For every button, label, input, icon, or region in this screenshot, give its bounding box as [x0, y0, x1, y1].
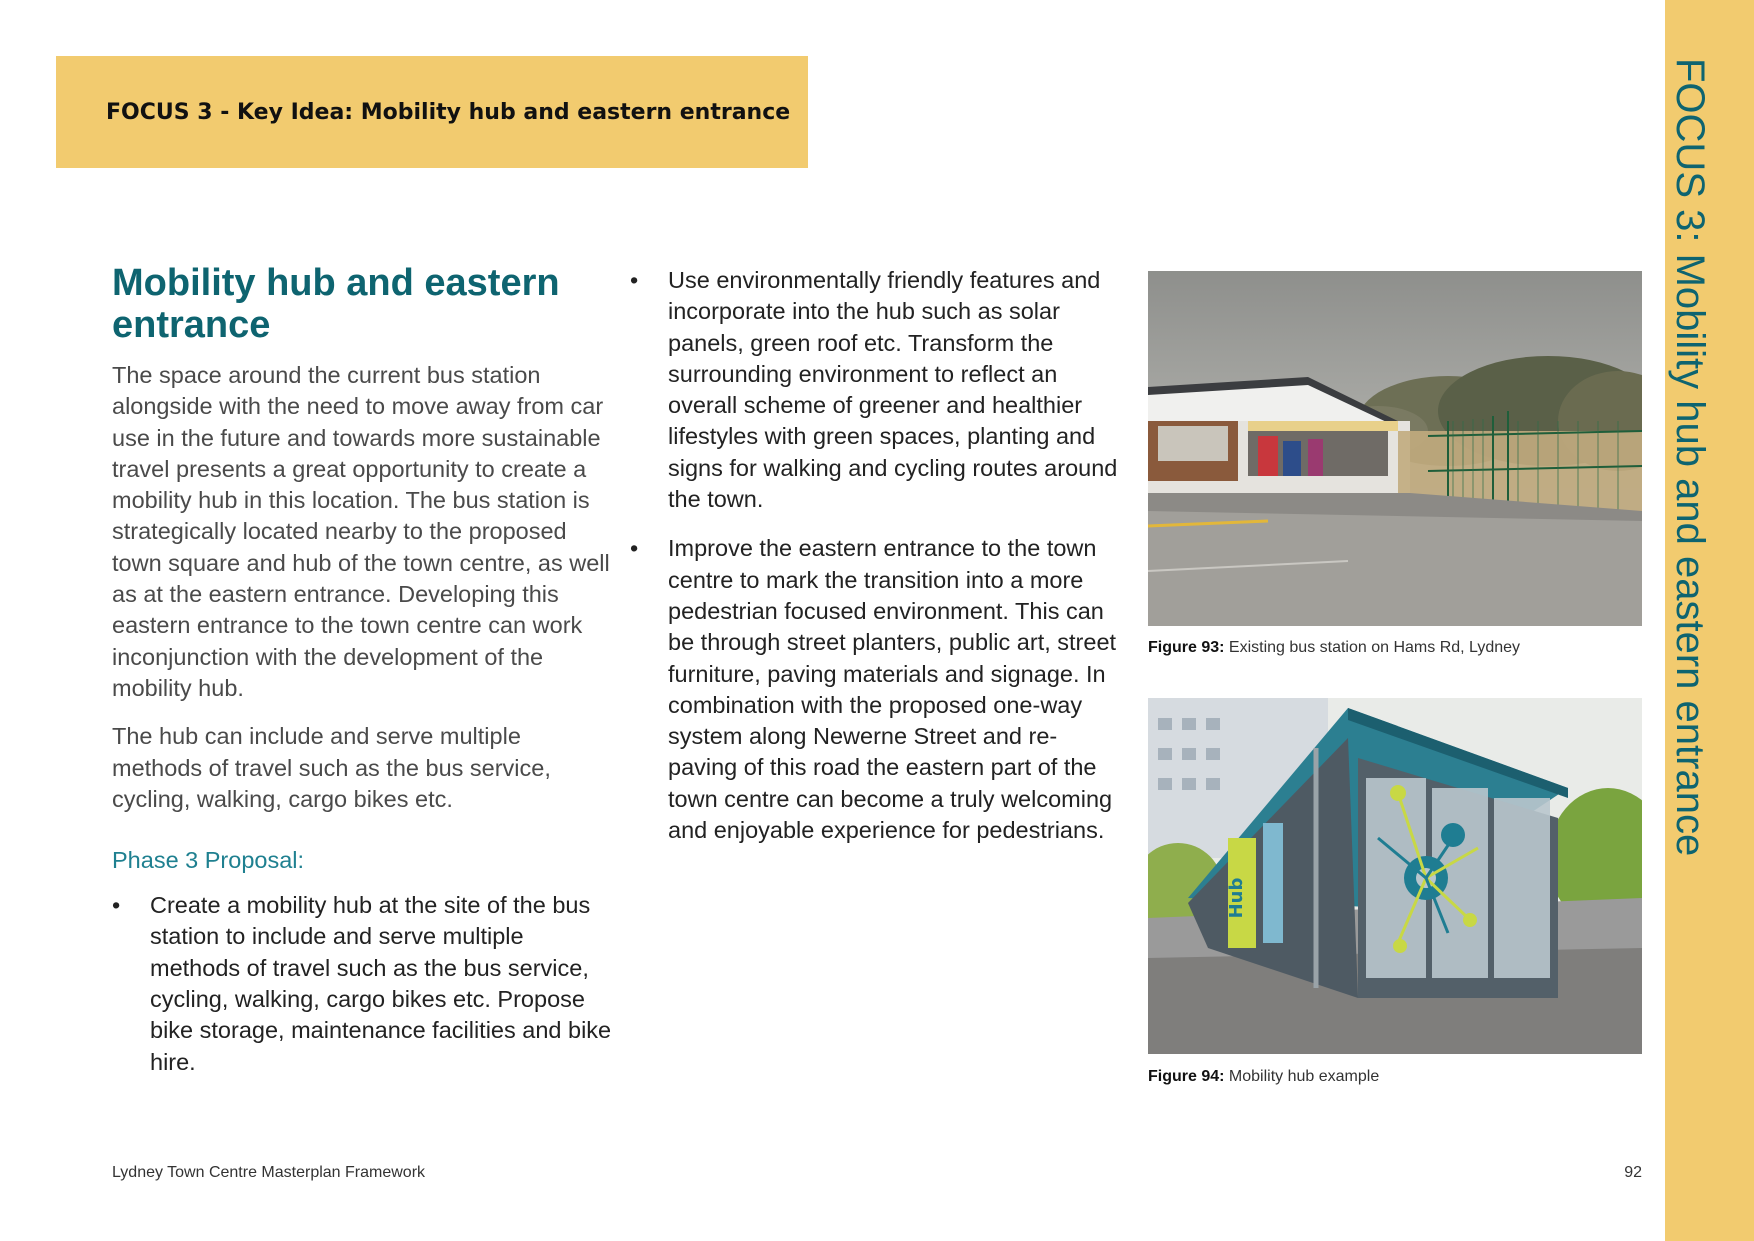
section-header [56, 56, 808, 168]
page-number: 92 [1624, 1164, 1642, 1181]
bullet-icon: • [630, 267, 639, 293]
bullet-text: Use environmentally friendly features and incorporate into the hub such as solar panels, green roof etc. Transform the surrounding environment to reflect an overall scheme of greener and healthier lifestyles with green spaces, planting and signs for walking and cycling routes around the town. [668, 267, 1118, 513]
figure-93-image [1148, 271, 1642, 626]
list-item [630, 533, 1120, 846]
hub-paragraph: The hub can include and serve multiple methods of travel such as the bus service, cycling, walking, cargo bikes etc. [112, 723, 551, 812]
figure-94-image [1148, 698, 1642, 1054]
bullet-text: Improve the eastern entrance to the town centre to mark the transition into a more pedestrian focused environment. This can be through street planters, public art, street furniture, paving materials and signage. In combination with the proposed one-way system along Newerne Street and re-paving of this road the eastern part of the town centre can become a truly welcoming and enjoyable experience for pedestrians. [668, 535, 1117, 844]
page-title: Mobility hub and eastern entrance [112, 262, 560, 346]
section-header-title: FOCUS 3 - Key Idea: Mobility hub and eastern entrance [106, 99, 791, 125]
bullet-text: Create a mobility hub at the site of the bus station to include and serve multiple methods of travel such as the bus service, cycling, walking, cargo bikes etc. Propose bike storage, maintenance facilities and bike hire. [150, 892, 612, 1075]
footer-document-title: Lydney Town Centre Masterplan Framework [112, 1164, 426, 1181]
bullet-icon: • [630, 535, 639, 562]
bullet-icon: • [112, 892, 121, 919]
figure-93-label: Figure 93: [1148, 639, 1225, 656]
figure-94-label: Figure 94: [1148, 1068, 1225, 1085]
figure-94-caption [1148, 1068, 1379, 1086]
figure-93-caption-text: Existing bus station on Hams Rd, Lydney [1228, 639, 1521, 656]
figure-93-caption [1148, 639, 1520, 657]
side-banner-title: FOCUS 3: Mobility hub and eastern entrance [1668, 58, 1712, 857]
list-item [112, 890, 612, 1078]
figure-94-caption-text: Mobility hub example [1228, 1068, 1380, 1085]
list-item [630, 265, 1120, 515]
main-column-middle [630, 265, 1120, 864]
main-column-left [112, 262, 612, 1096]
phase-label: Phase 3 Proposal: [112, 847, 305, 874]
hub-sign-text: Hub [1226, 877, 1247, 919]
intro-paragraph: The space around the current bus station alongside with the need to move away from car use in the future and towards more sustainable travel presents a great opportunity to create a mobility hub in this location. The bus station is strategically located nearby to the proposed town square and hub of the town centre, as well as at the eastern entrance. Developing this eastern entrance to the town centre can work inconjunction with the development of the mobility hub. [112, 362, 610, 701]
